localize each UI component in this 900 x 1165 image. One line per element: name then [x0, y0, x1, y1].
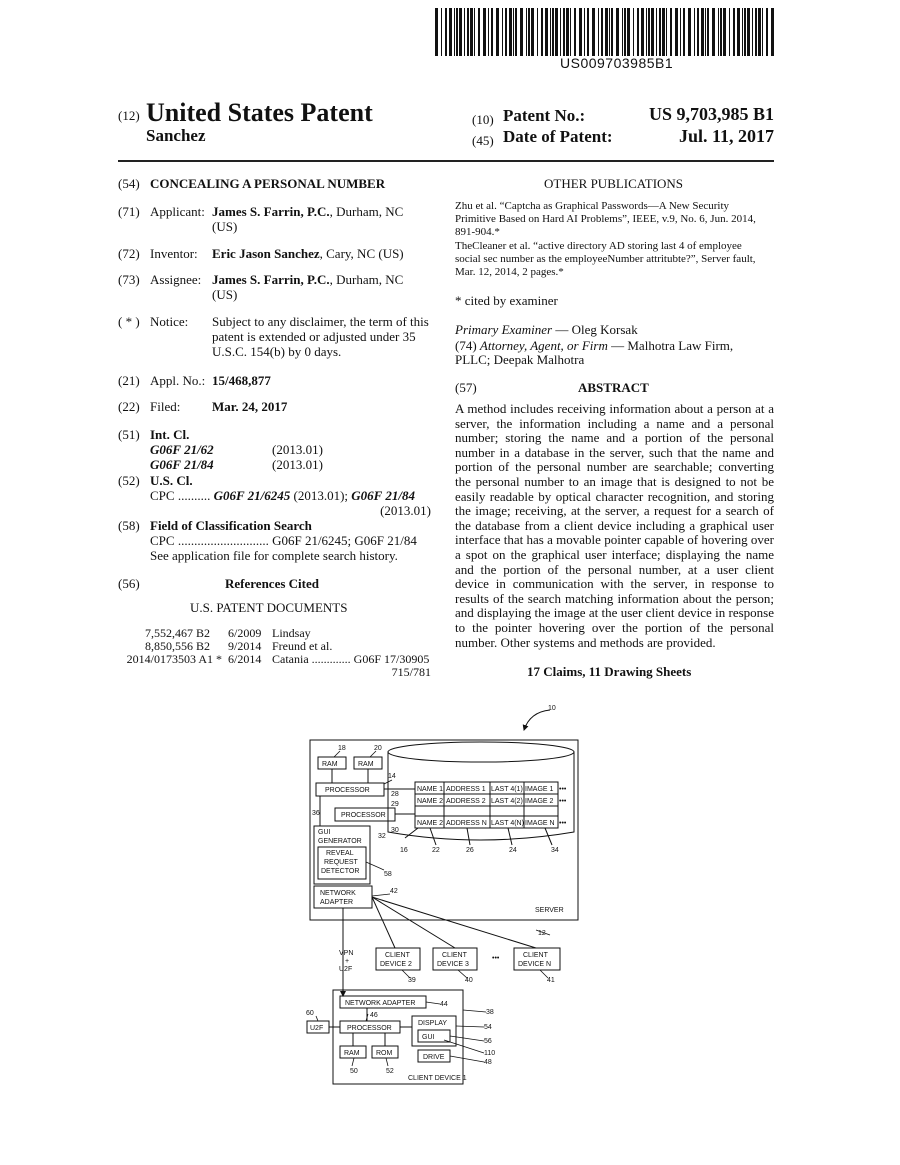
barcode-bar	[651, 8, 654, 56]
ram-label-2: RAM	[358, 761, 374, 768]
notice-line-3: U.S.C. 154(b) by 0 days.	[212, 344, 342, 359]
client-device-1-label: CLIENT DEVICE 1	[408, 1075, 467, 1082]
barcode-bar	[670, 8, 672, 56]
barcode-bar	[545, 8, 548, 56]
ref-2-number: 8,850,556 B2	[144, 639, 210, 653]
us-cl-line	[150, 488, 415, 503]
barcode	[435, 8, 775, 56]
client-network-adapter-label: NETWORK ADAPTER	[345, 1000, 416, 1007]
barcode-bar	[491, 8, 493, 56]
patent-date: Jul. 11, 2017	[678, 126, 774, 146]
code-51: (51)	[118, 427, 140, 442]
drive-label: DRIVE	[423, 1054, 445, 1061]
abstract-title: ABSTRACT	[578, 380, 649, 395]
ref-12: 12	[538, 930, 546, 937]
barcode-bar	[666, 8, 667, 56]
code-22: (22)	[118, 399, 140, 414]
barcode-bar	[574, 8, 576, 56]
barcode-bar	[752, 8, 753, 56]
appl-no: 15/468,877	[212, 373, 271, 388]
cell-r2-c1: NAME 2	[417, 798, 444, 805]
code-73: (73)	[118, 272, 140, 287]
client-n-line-2: DEVICE N	[518, 961, 552, 968]
ref-60: 60	[306, 1010, 314, 1017]
barcode-bar	[637, 8, 639, 56]
cell-r2-c2: ADDRESS 2	[446, 798, 486, 805]
patent-no-label: Patent No.:	[503, 106, 586, 125]
code-58: (58)	[118, 518, 140, 533]
inventor-name: Eric Jason Sanchez	[212, 246, 320, 261]
barcode-bar	[758, 8, 761, 56]
server-label: SERVER	[535, 907, 564, 914]
field-search-label: Field of Classification Search	[150, 518, 312, 533]
cell-r1-c2: ADDRESS 1	[446, 786, 486, 793]
ref-42: 42	[390, 888, 398, 895]
code-72: (72)	[118, 246, 140, 261]
barcode-bar	[520, 8, 523, 56]
plus-label: +	[345, 958, 350, 965]
client-rom-label: ROM	[376, 1050, 393, 1057]
figure-labels	[306, 705, 567, 1082]
barcode-bar	[718, 8, 719, 56]
barcode-bar	[483, 8, 486, 56]
network-adapter-line-2: ADAPTER	[320, 899, 354, 906]
us-cl-cpc: CPC ..........	[150, 488, 211, 503]
header-rule	[118, 160, 774, 162]
ref-3-number: 2014/0173503 A1 *	[126, 652, 222, 666]
barcode-bar	[705, 8, 706, 56]
barcode-bar	[609, 8, 610, 56]
barcode-bar	[680, 8, 681, 56]
ref-3-date: 6/2014	[228, 652, 262, 666]
attorney-label: Attorney, Agent, or Firm	[479, 338, 608, 353]
barcode-bar	[537, 8, 538, 56]
us-cl-label: U.S. Cl.	[150, 473, 193, 488]
reveal-line-3: DETECTOR	[321, 868, 360, 875]
ref-54: 54	[484, 1024, 492, 1031]
cell-r2-c4: IMAGE 2	[525, 798, 554, 805]
attorney-code: (74)	[455, 338, 477, 353]
barcode-bar	[555, 8, 558, 56]
barcode-bar	[456, 8, 458, 56]
barcode-number: US009703985B1	[560, 55, 674, 71]
ram-label-1: RAM	[322, 761, 338, 768]
applicant-label: Applicant:	[150, 204, 205, 219]
code-45: (45)	[472, 133, 494, 148]
code-21: (21)	[118, 373, 140, 388]
barcode-bar	[592, 8, 595, 56]
examiner-label: Primary Examiner	[455, 322, 553, 337]
client-n-line-1: CLIENT	[523, 952, 548, 959]
ref-39: 39	[408, 977, 416, 984]
barcode-bar	[723, 8, 726, 56]
ref-40: 40	[465, 977, 473, 984]
barcode-bar	[563, 8, 565, 56]
barcode-bar	[566, 8, 569, 56]
barcode-bar	[474, 8, 475, 56]
client-processor-label: PROCESSOR	[347, 1025, 392, 1032]
field-search-cpc: CPC ............................ G06F 21/6245; G06F 21/84	[150, 533, 417, 548]
references-label: References Cited	[225, 576, 319, 591]
barcode-bar	[550, 8, 551, 56]
barcode-bar	[605, 8, 608, 56]
ref-41: 41	[547, 977, 555, 984]
barcode-bar	[766, 8, 768, 56]
filed-label: Filed:	[150, 399, 181, 414]
ref-46: 46	[370, 1012, 378, 1019]
assignee-name: James S. Farrin, P.C.	[212, 272, 330, 287]
us-cl-class-2: G06F 21/84	[351, 488, 415, 503]
cell-r1-c3: LAST 4(1)	[491, 786, 523, 793]
code-12: (12)	[118, 108, 140, 123]
barcode-bar	[526, 8, 527, 56]
client-ram-label: RAM	[344, 1050, 360, 1057]
abstract-text: A method includes receiving information about a person at a server, the information including a name and a personal number; storing the name and a portion of the personal number in a database in the server, such that the name and portion of the personal number are searchable; converting the personal number to an image that is designed to not be easily readable by optical character recognition, and storing the image; receiving, at the server, a request for a search of the database from a client device including a graphical user interface that has a movable pointer capable of hovering over a spot on the graphical user interface; displaying the name and the portion of the personal number, at a user client device in communication with the server, in response to results of the search matching information about the person; and displaying the image at the user client device in response to the pointer hovering over the portion of the personal number. Other systems and methods are provided.	[455, 401, 774, 650]
cited-by-examiner: * cited by examiner	[455, 293, 558, 308]
ref-58: 58	[384, 871, 392, 878]
applicant-country: (US)	[212, 219, 238, 234]
ref-14: 14	[388, 773, 396, 780]
barcode-bar	[733, 8, 735, 56]
barcode-bar	[441, 8, 442, 56]
publication-1-line-1: Zhu et al. “Captcha as Graphical Passwords—A New Security	[455, 200, 730, 212]
barcode-bar	[675, 8, 678, 56]
processor-label-2: PROCESSOR	[341, 812, 386, 819]
assignee-location: , Durham, NC	[329, 272, 404, 287]
gui-generator-line-1: GUI	[318, 829, 331, 836]
network-adapter-line-1: NETWORK	[320, 890, 356, 897]
int-cl-2: G06F 21/84	[150, 457, 214, 472]
ref-36: 36	[312, 810, 320, 817]
barcode-bar	[755, 8, 757, 56]
publication-2-line-3: Mar. 12, 2014, 2 pages.*	[455, 266, 564, 278]
ref-3-name: Catania ............. G06F 17/30905	[272, 652, 430, 666]
gui-label: GUI	[422, 1034, 435, 1041]
barcode-bar	[742, 8, 743, 56]
date-label: Date of Patent:	[503, 127, 613, 146]
row-3-dots: •••	[559, 820, 567, 827]
display-label: DISPLAY	[418, 1020, 448, 1027]
ref-18: 18	[338, 745, 346, 752]
cell-r3-c1: NAME 2	[417, 820, 444, 827]
ref-16: 16	[400, 847, 408, 854]
barcode-bar	[579, 8, 582, 56]
ref-24: 24	[509, 847, 517, 854]
barcode-bar	[560, 8, 561, 56]
code-71: (71)	[118, 204, 140, 219]
code-notice: ( * )	[118, 314, 140, 329]
int-cl-1-version: (2013.01)	[272, 442, 323, 457]
barcode-bar	[515, 8, 517, 56]
ref-1-date: 6/2009	[228, 626, 262, 640]
ref-48: 48	[484, 1059, 492, 1066]
publication-1-line-3: 891-904.*	[455, 226, 500, 238]
cell-r3-c4: IMAGE N	[525, 820, 555, 827]
publication-1	[455, 200, 756, 239]
figure-1	[290, 700, 590, 1090]
barcode-bar	[528, 8, 530, 56]
int-cl-label: Int. Cl.	[150, 427, 190, 442]
ref-110: 110	[484, 1050, 496, 1057]
examiner-name: — Oleg Korsak	[552, 322, 638, 337]
barcode-bar	[454, 8, 455, 56]
barcode-bar	[646, 8, 647, 56]
barcode-bar	[611, 8, 613, 56]
barcode-bar	[659, 8, 661, 56]
barcode-bar	[467, 8, 469, 56]
applicant-name: James S. Farrin, P.C.	[212, 204, 330, 219]
ref-44: 44	[440, 1001, 448, 1008]
ref-34: 34	[551, 847, 559, 854]
us-cl-class-1: G06F 21/6245	[213, 488, 291, 503]
publication-2-line-2: social sec number as the employeeNumber attritubte?”, Server fault,	[455, 253, 756, 265]
barcode-bar	[688, 8, 691, 56]
barcode-bar	[478, 8, 480, 56]
barcode-bar	[445, 8, 447, 56]
patent-number: US 9,703,985 B1	[648, 104, 774, 124]
barcode-bar	[624, 8, 626, 56]
client-3-line-2: DEVICE 3	[437, 961, 469, 968]
notice-line-1: Subject to any disclaimer, the term of this	[212, 314, 429, 329]
other-publications-label: OTHER PUBLICATIONS	[544, 176, 684, 191]
barcode-bar	[641, 8, 644, 56]
cell-r1-c1: NAME 1	[417, 786, 444, 793]
field-search-see: See application file for complete search history.	[150, 548, 398, 563]
row-2-dots: •••	[559, 798, 567, 805]
barcode-bar	[584, 8, 585, 56]
barcode-bar	[616, 8, 619, 56]
attorney	[455, 338, 733, 353]
publication-1-line-2: Primitive Based on Hard AI Problems”, IEEE, v.9, No. 6, Jun. 2014,	[455, 213, 756, 225]
barcode-bar	[771, 8, 774, 56]
code-10: (10)	[472, 112, 494, 127]
ref-50: 50	[350, 1068, 358, 1075]
notice-line-2: patent is extended or adjusted under 35	[212, 329, 416, 344]
ref-38: 38	[486, 1009, 494, 1016]
barcode-bar	[712, 8, 715, 56]
int-cl-2-version: (2013.01)	[272, 457, 323, 472]
barcode-bar	[683, 8, 685, 56]
barcode-bar	[601, 8, 603, 56]
barcode-bar	[697, 8, 699, 56]
barcode-bar	[488, 8, 489, 56]
assignee-label: Assignee:	[150, 272, 202, 287]
barcode-bar	[729, 8, 730, 56]
processor-label: PROCESSOR	[325, 787, 370, 794]
client-2-line-2: DEVICE 2	[380, 961, 412, 968]
cell-r3-c3: LAST 4(N)	[491, 820, 524, 827]
inventor	[212, 246, 404, 261]
filed-date: Mar. 24, 2017	[212, 399, 288, 414]
barcode-bar	[694, 8, 695, 56]
ref-30: 30	[391, 827, 399, 834]
ref-2-name: Freund et al.	[272, 639, 333, 653]
code-54: (54)	[118, 176, 140, 191]
barcode-bar	[744, 8, 746, 56]
barcode-bar	[598, 8, 599, 56]
barcode-bar	[464, 8, 465, 56]
applicant-location: , Durham, NC	[329, 204, 404, 219]
invention-title: CONCEALING A PERSONAL NUMBER	[150, 176, 386, 191]
ref-32: 32	[378, 833, 386, 840]
barcode-bar	[541, 8, 543, 56]
barcode-bar	[502, 8, 503, 56]
ref-1-name: Lindsay	[272, 626, 311, 640]
ref-10: 10	[548, 705, 556, 712]
applicant	[212, 204, 403, 219]
us-cl-version-2: (2013.01)	[380, 503, 431, 518]
barcode-bar	[633, 8, 634, 56]
ref-2-date: 9/2014	[228, 639, 262, 653]
ref-28: 28	[391, 791, 399, 798]
patent-title: United States Patent	[146, 98, 373, 127]
publication-2-line-1: TheCleaner et al. “active directory AD storing last 4 of employee	[455, 240, 742, 252]
publication-2	[455, 240, 756, 279]
barcode-bar	[656, 8, 657, 56]
primary-examiner	[455, 322, 638, 337]
inventor-location: , Cary, NC (US)	[319, 246, 404, 261]
client-2-line-1: CLIENT	[385, 952, 410, 959]
assignee-country: (US)	[212, 287, 238, 302]
barcode-bar	[762, 8, 763, 56]
barcode-bar	[470, 8, 473, 56]
u2f-label: U2F	[339, 966, 353, 973]
barcode-bar	[720, 8, 722, 56]
ref-26: 26	[466, 847, 474, 854]
barcode-bar	[662, 8, 665, 56]
cell-r1-c4: IMAGE 1	[525, 786, 554, 793]
barcode-bar	[622, 8, 623, 56]
us-cl-version-1: (2013.01);	[293, 488, 349, 503]
reveal-line-2: REQUEST	[324, 859, 358, 866]
barcode-bar	[505, 8, 507, 56]
inventor-surname: Sanchez	[146, 126, 206, 145]
u2f-box-label: U2F	[310, 1025, 324, 1032]
barcode-bar	[627, 8, 630, 56]
attorney-line-1: — Malhotra Law Firm,	[607, 338, 734, 353]
code-56: (56)	[118, 576, 140, 591]
ref-52: 52	[386, 1068, 394, 1075]
barcode-bar	[496, 8, 499, 56]
barcode-bar	[570, 8, 571, 56]
row-1-dots: •••	[559, 786, 567, 793]
claims-sheets: 17 Claims, 11 Drawing Sheets	[527, 664, 692, 679]
barcode-bar	[513, 8, 514, 56]
client-3-line-1: CLIENT	[442, 952, 467, 959]
ref-1-number: 7,552,467 B2	[144, 626, 210, 640]
reveal-line-1: REVEAL	[326, 850, 354, 857]
barcode-bar	[737, 8, 740, 56]
barcode-bar	[747, 8, 750, 56]
barcode-bar	[459, 8, 462, 56]
inventor-label: Inventor:	[150, 246, 198, 261]
barcode-bar	[587, 8, 589, 56]
barcode-bar	[707, 8, 709, 56]
attorney-line-2: PLLC; Deepak Malhotra	[455, 352, 585, 367]
ref-22: 22	[432, 847, 440, 854]
code-52: (52)	[118, 473, 140, 488]
assignee	[212, 272, 403, 287]
ref-29: 29	[391, 801, 399, 808]
barcode-bar	[701, 8, 704, 56]
barcode-bar	[449, 8, 452, 56]
barcode-bar	[509, 8, 512, 56]
barcode-bar	[552, 8, 554, 56]
ellipsis-dots: •••	[492, 955, 500, 962]
cell-r3-c2: ADDRESS N	[446, 820, 487, 827]
barcode-bar	[435, 8, 438, 56]
vpn-label: VPN	[339, 950, 354, 957]
barcode-bar	[648, 8, 650, 56]
appl-no-label: Appl. No.:	[150, 373, 206, 388]
gui-generator-line-2: GENERATOR	[318, 838, 362, 845]
ref-20: 20	[374, 745, 382, 752]
cell-r2-c3: LAST 4(2)	[491, 798, 523, 805]
us-patent-docs: U.S. PATENT DOCUMENTS	[190, 600, 348, 615]
int-cl-1: G06F 21/62	[150, 442, 214, 457]
barcode-bar	[531, 8, 534, 56]
code-57: (57)	[455, 380, 477, 395]
notice-label: Notice:	[150, 314, 189, 329]
ref-3-class: 715/781	[391, 665, 431, 679]
ref-56: 56	[484, 1038, 492, 1045]
